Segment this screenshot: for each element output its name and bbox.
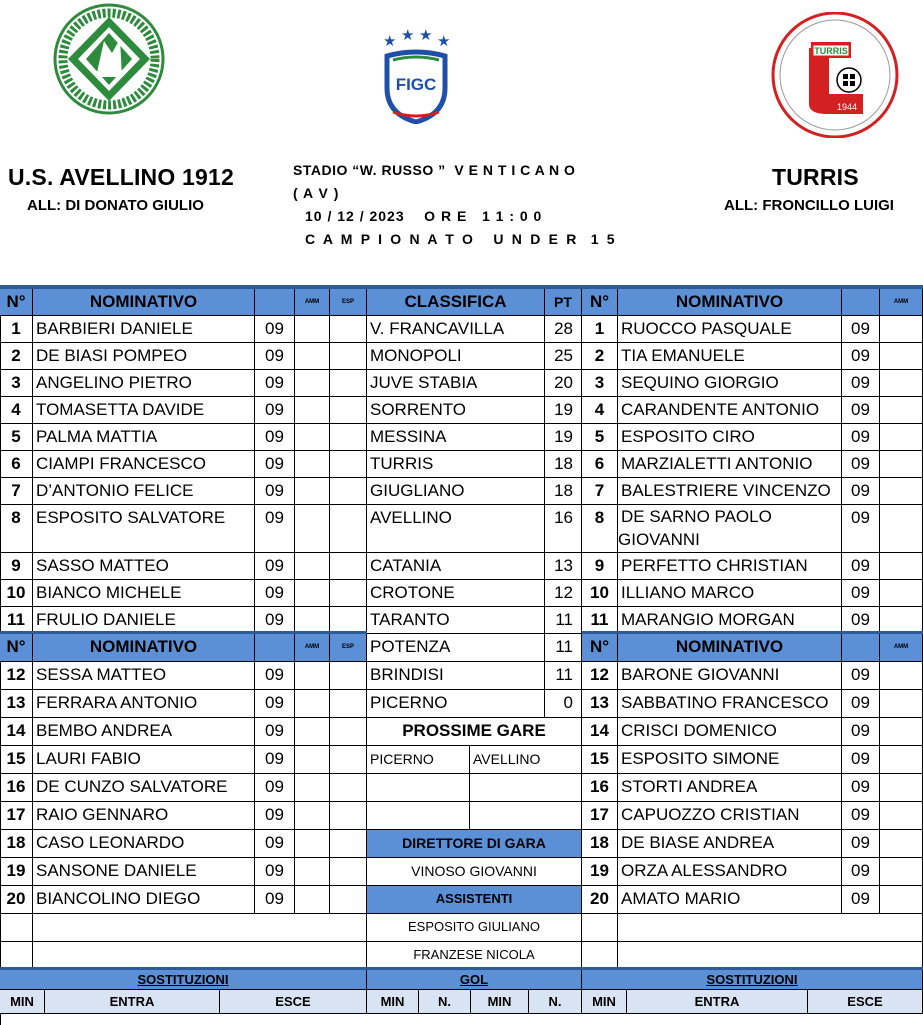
home-sub-year: 09: [255, 830, 295, 858]
home-player-esp: [330, 607, 367, 634]
home-player-amm: [295, 478, 330, 505]
standings-pt-header: PT: [545, 289, 582, 316]
standings-points: 20: [545, 370, 582, 397]
away-sub-number: 16: [582, 774, 618, 802]
home-sub-number: 19: [0, 858, 33, 886]
home-player-amm: [295, 424, 330, 451]
figc-logo-text: FIGC: [395, 75, 437, 94]
away-subs-nominativo-header: NOMINATIVO: [618, 634, 842, 662]
home-sub-amm: [295, 718, 330, 746]
next-match-home: PICERNO: [367, 746, 470, 774]
home-subs-nominativo-header: NOMINATIVO: [33, 634, 255, 662]
home-sub-amm: [295, 690, 330, 718]
away-sub-year: 09: [842, 690, 880, 718]
home-nominativo-header: NOMINATIVO: [33, 289, 255, 316]
home-player-number: 1: [0, 316, 33, 343]
home-player-number: 11: [0, 607, 33, 634]
home-sub-name: BEMBO ANDREA: [33, 718, 255, 746]
home-player-year: 09: [255, 316, 295, 343]
home-player-amm: [295, 370, 330, 397]
away-player-number: 6: [582, 451, 618, 478]
away-player-number: 8: [582, 505, 618, 553]
home-sub-esp: [330, 858, 367, 886]
home-empty-number: [0, 914, 33, 942]
standings-team: POTENZA: [367, 634, 545, 662]
home-subs-amm-header: AMM: [295, 634, 330, 662]
home-player-esp: [330, 343, 367, 370]
away-player-amm: [880, 478, 923, 505]
away-player-year: 09: [842, 316, 880, 343]
away-sub-year: 09: [842, 662, 880, 690]
standings-team: GIUGLIANO: [367, 478, 545, 505]
referee-name: VINOSO GIOVANNI: [367, 858, 582, 886]
goal-n-header-2: N.: [529, 990, 582, 1014]
home-player-name: ANGELINO PIETRO: [33, 370, 255, 397]
away-player-amm: [880, 370, 923, 397]
home-player-amm: [295, 553, 330, 580]
svg-text:★: ★: [401, 27, 415, 44]
away-sub-amm: [880, 886, 923, 914]
home-sub-name: SANSONE DANIELE: [33, 858, 255, 886]
away-sub-number: 18: [582, 830, 618, 858]
away-sub-amm: [880, 718, 923, 746]
away-player-amm: [880, 397, 923, 424]
away-num-header: N°: [582, 289, 618, 316]
home-sub-year: 09: [255, 690, 295, 718]
turris-logo: [767, 12, 903, 138]
goal-min-header: MIN: [367, 990, 419, 1014]
home-player-esp: [330, 505, 367, 553]
home-sub-year: 09: [255, 718, 295, 746]
standings-points: 18: [545, 451, 582, 478]
home-player-number: 7: [0, 478, 33, 505]
home-player-amm: [295, 397, 330, 424]
away-sub-esce-header: ESCE: [808, 990, 923, 1014]
next-match-empty: [367, 774, 470, 802]
away-sub-name: SABBATINO FRANCESCO: [618, 690, 842, 718]
away-player-year: 09: [842, 343, 880, 370]
home-sub-number: 14: [0, 718, 33, 746]
home-sub-year: 09: [255, 858, 295, 886]
away-sub-name: BARONE GIOVANNI: [618, 662, 842, 690]
home-player-year: 09: [255, 553, 295, 580]
away-player-name: ILLIANO MARCO: [618, 580, 842, 607]
away-sub-name: CAPUOZZO CRISTIAN: [618, 802, 842, 830]
away-sub-amm: [880, 858, 923, 886]
away-substitutions-header: SOSTITUZIONI: [582, 970, 923, 990]
home-player-name: BARBIERI DANIELE: [33, 316, 255, 343]
standings-points: 12: [545, 580, 582, 607]
standings-points: 25: [545, 343, 582, 370]
home-player-esp: [330, 397, 367, 424]
away-subs-year-header: [842, 634, 880, 662]
home-sub-esp: [330, 690, 367, 718]
home-player-esp: [330, 553, 367, 580]
home-sub-name: RAIO GENNARO: [33, 802, 255, 830]
away-sub-year: 09: [842, 886, 880, 914]
home-player-number: 8: [0, 505, 33, 553]
home-sub-amm: [295, 886, 330, 914]
away-empty-row: [618, 942, 923, 970]
away-player-name: BALESTRIERE VINCENZO: [618, 478, 842, 505]
home-subs-year-header: [255, 634, 295, 662]
home-player-name: SASSO MATTEO: [33, 553, 255, 580]
standings-team: TARANTO: [367, 607, 545, 634]
away-player-amm: [880, 553, 923, 580]
home-amm-header: AMM: [295, 289, 330, 316]
away-player-year: 09: [842, 370, 880, 397]
away-sub-name: AMATO MARIO: [618, 886, 842, 914]
home-player-name: TOMASETTA DAVIDE: [33, 397, 255, 424]
goals-header: GOL: [367, 970, 582, 990]
away-player-number: 3: [582, 370, 618, 397]
home-player-name: BIANCO MICHELE: [33, 580, 255, 607]
standings-team: V. FRANCAVILLA: [367, 316, 545, 343]
assistants-header: ASSISTENTI: [367, 886, 582, 914]
home-sub-number: 16: [0, 774, 33, 802]
away-sub-year: 09: [842, 774, 880, 802]
svg-text:★: ★: [383, 33, 397, 50]
home-sub-esp: [330, 774, 367, 802]
away-player-name: CARANDENTE ANTONIO: [618, 397, 842, 424]
home-empty-row: [33, 942, 367, 970]
home-player-esp: [330, 451, 367, 478]
home-team-name: U.S. AVELLINO 1912: [8, 164, 234, 190]
home-sub-amm: [295, 774, 330, 802]
away-player-year: 09: [842, 451, 880, 478]
home-sub-name: SESSA MATTEO: [33, 662, 255, 690]
away-sub-amm: [880, 830, 923, 858]
away-sub-number: 12: [582, 662, 618, 690]
referee-header: DIRETTORE DI GARA: [367, 830, 582, 858]
standings-team: MESSINA: [367, 424, 545, 451]
away-sub-min-header: MIN: [582, 990, 627, 1014]
away-sub-name: ESPOSITO SIMONE: [618, 746, 842, 774]
home-sub-entra-header: ENTRA: [45, 990, 220, 1014]
home-sub-esp: [330, 802, 367, 830]
match-competition: C A M P I O N A T O U N D E R 1 5: [305, 231, 617, 247]
home-sub-year: 09: [255, 662, 295, 690]
home-player-amm: [295, 607, 330, 634]
away-player-name: [618, 505, 842, 553]
home-sub-number: 15: [0, 746, 33, 774]
home-sub-number: 17: [0, 802, 33, 830]
away-player-amm: [880, 316, 923, 343]
away-sub-amm: [880, 662, 923, 690]
home-sub-min-header: MIN: [0, 990, 45, 1014]
home-player-number: 6: [0, 451, 33, 478]
home-player-year: 09: [255, 397, 295, 424]
away-player-name-line2: GIOVANNI: [618, 530, 700, 549]
standings-points: 0: [545, 690, 582, 718]
home-player-amm: [295, 580, 330, 607]
home-player-number: 3: [0, 370, 33, 397]
home-player-year: 09: [255, 607, 295, 634]
standings-points: 19: [545, 397, 582, 424]
home-player-name: CIAMPI FRANCESCO: [33, 451, 255, 478]
standings-points: 11: [545, 607, 582, 634]
home-empty-number: [0, 942, 33, 970]
turris-logo-text: TURRIS: [814, 46, 848, 56]
away-player-number: 10: [582, 580, 618, 607]
away-player-year: 09: [842, 580, 880, 607]
home-sub-esp: [330, 886, 367, 914]
figc-logo: [375, 24, 457, 124]
home-player-esp: [330, 316, 367, 343]
home-player-esp: [330, 424, 367, 451]
away-sub-year: 09: [842, 802, 880, 830]
away-player-number: 11: [582, 607, 618, 634]
standings-team: CATANIA: [367, 553, 545, 580]
standings-header: CLASSIFICA: [367, 289, 545, 316]
away-sub-number: 13: [582, 690, 618, 718]
home-sub-number: 13: [0, 690, 33, 718]
match-venue: STADIO “W. RUSSO ” V E N T I C A N O: [293, 162, 576, 178]
away-sub-entra-header: ENTRA: [627, 990, 808, 1014]
home-sub-number: 12: [0, 662, 33, 690]
home-num-header: N°: [0, 289, 33, 316]
avellino-crest-logo: [52, 3, 166, 115]
home-sub-amm: [295, 858, 330, 886]
home-substitutions-header: SOSTITUZIONI: [0, 970, 367, 990]
away-player-amm: [880, 343, 923, 370]
home-subs-esp-header: ESP: [330, 634, 367, 662]
home-sub-amm: [295, 802, 330, 830]
away-sub-amm: [880, 802, 923, 830]
home-esp-header: ESP: [330, 289, 367, 316]
home-player-year: 09: [255, 451, 295, 478]
away-coach: ALL: FRONCILLO LUIGI: [724, 197, 894, 214]
home-player-amm: [295, 316, 330, 343]
away-player-amm: [880, 580, 923, 607]
home-player-esp: [330, 580, 367, 607]
away-player-name: MARANGIO MORGAN: [618, 607, 842, 634]
home-player-name: FRULIO DANIELE: [33, 607, 255, 634]
home-sub-name: DE CUNZO SALVATORE: [33, 774, 255, 802]
home-sub-year: 09: [255, 746, 295, 774]
next-match-empty: [470, 774, 582, 802]
away-sub-number: 19: [582, 858, 618, 886]
away-player-name: RUOCCO PASQUALE: [618, 316, 842, 343]
away-player-number: 9: [582, 553, 618, 580]
home-player-year: 09: [255, 505, 295, 553]
home-player-amm: [295, 343, 330, 370]
match-date-time: 10 / 12 / 2023 O R E 1 1 : 0 0: [305, 208, 543, 224]
home-sub-amm: [295, 830, 330, 858]
away-player-number: 2: [582, 343, 618, 370]
goal-n-header: N.: [419, 990, 471, 1014]
home-sub-esp: [330, 830, 367, 858]
standings-points: 16: [545, 505, 582, 553]
home-subs-num-header: N°: [0, 634, 33, 662]
match-venue-province: ( A V ): [293, 185, 340, 201]
away-player-year: 09: [842, 607, 880, 634]
home-player-number: 5: [0, 424, 33, 451]
svg-text:★: ★: [437, 33, 451, 50]
away-player-year: 09: [842, 397, 880, 424]
home-player-year: 09: [255, 478, 295, 505]
home-player-name: PALMA MATTIA: [33, 424, 255, 451]
standings-team: AVELLINO: [367, 505, 545, 553]
home-player-number: 10: [0, 580, 33, 607]
standings-team: SORRENTO: [367, 397, 545, 424]
assistant-1-name: ESPOSITO GIULIANO: [367, 914, 582, 942]
away-sub-number: 14: [582, 718, 618, 746]
away-player-name: ESPOSITO CIRO: [618, 424, 842, 451]
home-sub-name: FERRARA ANTONIO: [33, 690, 255, 718]
standings-points: 13: [545, 553, 582, 580]
home-player-number: 9: [0, 553, 33, 580]
home-player-amm: [295, 505, 330, 553]
away-sub-year: 09: [842, 830, 880, 858]
standings-team: PICERNO: [367, 690, 545, 718]
home-sub-name: BIANCOLINO DIEGO: [33, 886, 255, 914]
home-player-name: ESPOSITO SALVATORE: [33, 505, 255, 553]
away-player-name: SEQUINO GIORGIO: [618, 370, 842, 397]
away-player-name-line1: DE SARNO PAOLO: [621, 507, 772, 526]
home-sub-esp: [330, 718, 367, 746]
away-player-amm: [880, 451, 923, 478]
home-sub-year: 09: [255, 802, 295, 830]
next-matches-header: PROSSIME GARE: [367, 718, 582, 746]
away-sub-year: 09: [842, 718, 880, 746]
away-player-year: 09: [842, 478, 880, 505]
away-empty-row: [618, 914, 923, 942]
svg-text:★: ★: [419, 27, 433, 44]
home-player-amm: [295, 451, 330, 478]
next-match-away: AVELLINO: [470, 746, 582, 774]
home-coach: ALL: DI DONATO GIULIO: [27, 197, 204, 214]
standings-team: MONOPOLI: [367, 343, 545, 370]
away-sub-amm: [880, 774, 923, 802]
standings-team: JUVE STABIA: [367, 370, 545, 397]
away-sub-amm: [880, 746, 923, 774]
away-sub-number: 15: [582, 746, 618, 774]
away-year-header: [842, 289, 880, 316]
away-sub-year: 09: [842, 746, 880, 774]
away-player-amm: [880, 607, 923, 634]
away-sub-number: 17: [582, 802, 618, 830]
away-player-number: 7: [582, 478, 618, 505]
standings-points: 18: [545, 478, 582, 505]
home-sub-name: CASO LEONARDO: [33, 830, 255, 858]
standings-points: 11: [545, 662, 582, 690]
away-empty-number: [582, 914, 618, 942]
standings-team: BRINDISI: [367, 662, 545, 690]
next-match-empty: [367, 802, 470, 830]
home-year-header: [255, 289, 295, 316]
home-player-year: 09: [255, 343, 295, 370]
home-player-year: 09: [255, 424, 295, 451]
home-player-number: 4: [0, 397, 33, 424]
home-player-esp: [330, 478, 367, 505]
away-sub-number: 20: [582, 886, 618, 914]
home-empty-row: [33, 914, 367, 942]
next-match-empty: [470, 802, 582, 830]
home-sub-year: 09: [255, 774, 295, 802]
home-sub-number: 20: [0, 886, 33, 914]
away-sub-name: CRISCI DOMENICO: [618, 718, 842, 746]
away-sub-year: 09: [842, 858, 880, 886]
home-sub-esce-header: ESCE: [220, 990, 367, 1014]
home-sub-year: 09: [255, 886, 295, 914]
turris-logo-year: 1944: [836, 102, 858, 112]
standings-points: 11: [545, 634, 582, 662]
home-player-name: DE BIASI POMPEO: [33, 343, 255, 370]
home-sub-amm: [295, 662, 330, 690]
assistant-2-name: FRANZESE NICOLA: [367, 942, 582, 970]
away-sub-amm: [880, 690, 923, 718]
home-player-year: 09: [255, 580, 295, 607]
home-sub-amm: [295, 746, 330, 774]
home-player-name: D’ANTONIO FELICE: [33, 478, 255, 505]
away-nominativo-header: NOMINATIVO: [618, 289, 842, 316]
away-player-number: 5: [582, 424, 618, 451]
away-sub-name: ORZA ALESSANDRO: [618, 858, 842, 886]
away-player-number: 1: [582, 316, 618, 343]
away-player-number: 4: [582, 397, 618, 424]
away-sub-name: DE BIASE ANDREA: [618, 830, 842, 858]
goal-min-header-2: MIN: [471, 990, 529, 1014]
away-player-amm: [880, 424, 923, 451]
away-team-name: TURRIS: [772, 164, 859, 190]
away-amm-header: AMM: [880, 289, 923, 316]
home-sub-number: 18: [0, 830, 33, 858]
away-player-name: PERFETTO CHRISTIAN: [618, 553, 842, 580]
home-player-number: 2: [0, 343, 33, 370]
away-player-year: 09: [842, 505, 880, 553]
away-player-amm: [880, 505, 923, 553]
away-player-name: MARZIALETTI ANTONIO: [618, 451, 842, 478]
home-sub-esp: [330, 746, 367, 774]
away-player-year: 09: [842, 553, 880, 580]
away-player-name: TIA EMANUELE: [618, 343, 842, 370]
away-sub-name: STORTI ANDREA: [618, 774, 842, 802]
away-subs-num-header: N°: [582, 634, 618, 662]
away-empty-number: [582, 942, 618, 970]
standings-team: CROTONE: [367, 580, 545, 607]
standings-points: 28: [545, 316, 582, 343]
standings-team: TURRIS: [367, 451, 545, 478]
home-player-esp: [330, 370, 367, 397]
home-sub-name: LAURI FABIO: [33, 746, 255, 774]
standings-points: 19: [545, 424, 582, 451]
away-player-year: 09: [842, 424, 880, 451]
home-player-year: 09: [255, 370, 295, 397]
home-sub-esp: [330, 662, 367, 690]
away-subs-amm-header: AMM: [880, 634, 923, 662]
